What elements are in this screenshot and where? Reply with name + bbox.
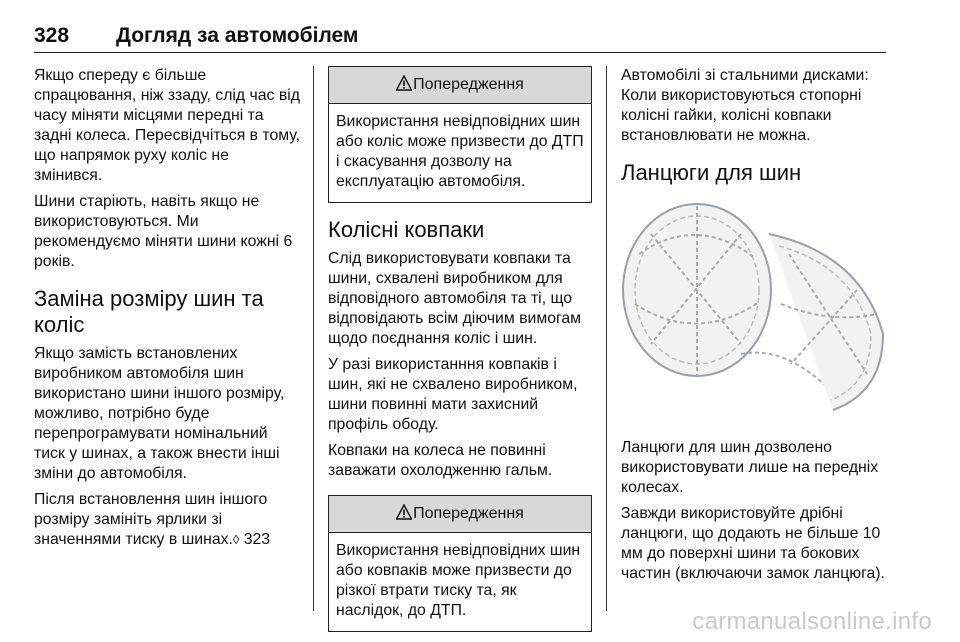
- column-divider: [313, 66, 314, 611]
- warning-title: [329, 67, 591, 104]
- warning-text: Використання невідповідних шин або ковпаків може призвести до різкої втрати тиску та, як наслідок, до ДТП.: [336, 542, 581, 619]
- column-divider: [606, 66, 607, 611]
- warning-triangle-icon: [396, 504, 412, 520]
- warning-box: [328, 66, 592, 203]
- running-title: Догляд за автомобілем: [116, 24, 359, 47]
- paragraph: Автомобілі зі стальними дисками: Коли використовуються стопорні колісні гайки, колісні ковпаки встановлювати не можна.: [621, 67, 869, 144]
- warning-text: Використання невідповідних шин або коліс може призвести до ДТП і скасування дозволу на експлуатацію автомобіля.: [336, 113, 584, 190]
- watermark: carmanualsonline.info: [692, 608, 932, 635]
- reference-arrow-icon: ◊: [232, 532, 240, 547]
- column-3: [621, 66, 889, 590]
- column-1: [34, 66, 300, 556]
- page-number: 328: [34, 24, 70, 47]
- section-heading: Заміна розміру шин та коліс: [34, 286, 264, 337]
- warning-title: [329, 496, 591, 533]
- paragraph: Ланцюги для шин дозволено використовувати лише на передніх колесах.: [621, 439, 879, 496]
- page-reference-link[interactable]: 323: [243, 531, 271, 548]
- paragraph: Якщо замість встановлених виробником автомобіля шин використано шини іншого розміру, можливо, потрібно буде перепрограмувати номінальний тиск у шинах, а також внести інші зміни до автомобіля.: [34, 345, 285, 482]
- paragraph: Завжди використовуйте дрібні ланцюги, що додають не більше 10 мм до поверхні шини та бокових частин (включаючи замок ланцюга).: [621, 505, 885, 582]
- warning-triangle-icon: [396, 75, 412, 91]
- paragraph: У разі використанння ковпаків і шин, які не схвалено виробником, шини повинні мати захисний профіль ободу.: [328, 356, 578, 433]
- paragraph: Ковпаки на колеса не повинні заважати охолодженню гальм.: [328, 442, 553, 479]
- paragraph: [34, 490, 300, 550]
- column-2: [328, 66, 592, 642]
- paragraph: Слід використовувати ковпаки та шини, схвалені виробником для відповідного автомобіля та ті, що відповідають всім діючим вимогам щодо поєднання коліс і шин.: [328, 250, 582, 347]
- warning-title-text: Попередження: [413, 76, 524, 93]
- page-header: [34, 24, 886, 53]
- section-heading: Ланцюги для шин: [621, 160, 802, 185]
- section-heading: Колісні ковпаки: [328, 217, 485, 242]
- paragraph: Якщо спереду є більше спрацювання, ніж ззаду, слід час від часу міняти місцями передні та задні колеса. Пересвідчіться в тому, що напрямок руху коліс не змінився.: [34, 67, 301, 184]
- snow-chains-illustration: [621, 194, 889, 420]
- paragraph-text: Після встановлення шин іншого розміру замініть ярлики зі значеннями тиску в шинах.: [34, 491, 268, 548]
- warning-title-text: Попередження: [413, 505, 524, 522]
- warning-box: [328, 495, 592, 632]
- paragraph: Шини старіють, навіть якщо не використовуються. Ми рекомендуємо міняти шини кожні 6 років.: [34, 193, 293, 270]
